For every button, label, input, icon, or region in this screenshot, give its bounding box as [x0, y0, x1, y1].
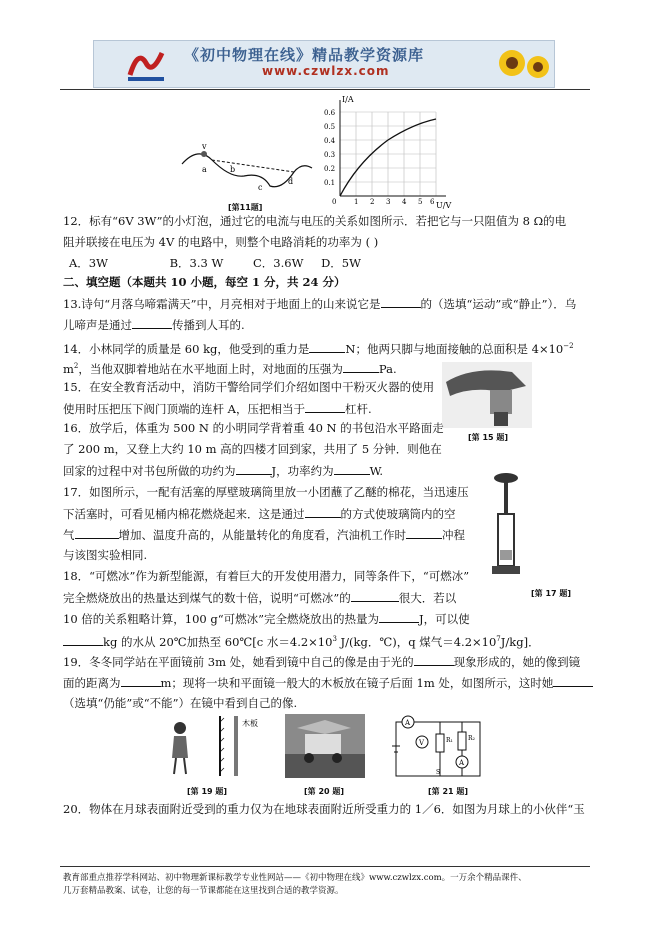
q16-text: 回家的过程中对书包所做的功约为	[63, 464, 236, 478]
q13-text: 13.诗句“月落乌啼霜满天”中，月亮相对于地面上的山来说它是	[63, 297, 381, 311]
q18-line1: 18．“可燃冰”作为新型能源，有着巨大的开发使用潜力，同等条件下，“可燃冰”	[63, 569, 470, 583]
q14-text: 14．小林同学的质量是 60 kg，他受到的重力是	[63, 341, 310, 356]
q17-line1: 17．如图所示，一配有活塞的厚壁玻璃筒里放一小团蘸了乙醚的棉花，当迅速压	[63, 485, 469, 499]
q18-text: kg 的水从 20℃加热至 60℃[c 水＝4.2×10	[103, 634, 333, 649]
x-tick: 6	[430, 198, 435, 206]
fig21-circuit-diagram	[388, 712, 488, 780]
x-tick: 1	[354, 198, 359, 206]
banner-title: 《初中物理在线》精品教学资源库	[184, 46, 425, 64]
q13-line1	[63, 296, 576, 311]
q14-text: m	[63, 361, 74, 376]
q19-text: m；现将一块和平面镜一般大的木板放在镜子后面 1m 处，如图所示，这时她	[160, 676, 554, 690]
y-tick: 0.6	[324, 109, 336, 117]
fig21-r2-label: R₂	[468, 735, 475, 742]
answer-blank[interactable]	[305, 401, 345, 413]
q19-line2	[63, 675, 593, 690]
q12-options	[63, 256, 361, 270]
q18-text: 10 倍的关系粗略计算，100 g“可燃冰”完全燃烧放出的热量为	[63, 612, 380, 626]
q13-text: 传播到人耳的.	[172, 318, 245, 332]
q13-line2	[63, 317, 245, 332]
fig17-caption: [第 17 题]	[531, 589, 572, 598]
x-tick: 2	[370, 198, 375, 206]
footer-line1: 教育部重点推荐学科网站、初中物理新课标教学专业性网站——《初中物理在线》www.czwlzx.com。一万余个精品课件、	[63, 873, 527, 883]
q18-text: 很大．若以	[398, 591, 457, 605]
q19-text: 19．冬冬同学站在平面镜前 3m 处，她看到镜中自己的像是由于光的	[63, 655, 414, 669]
q19-text: 现象形成的，她的像到镜	[453, 655, 581, 669]
q17-line4: 与该图实验相同.	[63, 548, 148, 562]
y-tick: 0.4	[324, 137, 336, 145]
y-tick: 0.3	[324, 151, 336, 159]
q16-line1: 16．放学后，体重为 500 N 的小明同学背着重 40 N 的书包沿水平路面走	[63, 421, 444, 435]
q17-line2	[63, 506, 456, 521]
sunflower-icon	[492, 43, 552, 85]
q17-text: 增加、温度升高的，从能量转化的角度看，汽油机工作时	[118, 528, 406, 542]
q19-line1	[63, 654, 580, 669]
answer-blank[interactable]	[379, 611, 419, 623]
q12-option-d: D．5W	[321, 256, 361, 270]
fig19-mirror-scene	[150, 712, 270, 780]
x-tick: 3	[386, 198, 391, 206]
header-banner	[93, 40, 555, 88]
y-tick: 0	[332, 198, 337, 206]
footer-rule	[60, 866, 590, 867]
q19-text: 面的距离为	[63, 676, 121, 690]
q14-exponent: 2	[73, 362, 79, 370]
q15-line2	[63, 401, 372, 416]
q14-text: N；他两只脚与地面接触的总面积是 4×10	[345, 341, 564, 356]
fig11-v-label: v	[202, 142, 207, 151]
answer-blank[interactable]	[75, 527, 119, 539]
q17-line3	[63, 527, 465, 542]
q17-text: 冲程	[442, 528, 465, 542]
x-tick: 5	[418, 198, 423, 206]
q18-line3	[63, 611, 470, 626]
fig11-caption: [第11题]	[228, 203, 263, 212]
q14-exponent: −2	[563, 342, 574, 350]
q18-line2	[63, 590, 456, 605]
answer-blank[interactable]	[305, 506, 341, 518]
x-tick: 4	[402, 198, 407, 206]
answer-blank[interactable]	[406, 527, 442, 539]
q16-text: W.	[369, 464, 384, 478]
answer-blank[interactable]	[63, 634, 103, 646]
q18-text: J/(kg．℃)，q 煤气＝4.2×10	[336, 634, 497, 649]
q18-exponent: 3	[332, 635, 337, 643]
q12-option-b: B．3.3 W	[169, 256, 224, 270]
graph-y-label: I/A	[342, 95, 354, 104]
q15-text: 杠杆.	[344, 402, 372, 416]
y-tick: 0.1	[324, 179, 336, 187]
q19-line3: （选填“仍能”或“不能”）在镜中看到自己的像.	[63, 696, 298, 710]
answer-blank[interactable]	[351, 590, 399, 602]
answer-blank[interactable]	[309, 341, 345, 353]
graph-x-label: U/V	[436, 201, 452, 210]
figure-11-track	[178, 138, 318, 200]
q12-line2: 阻并联接在电压为 4V 的电路中，则整个电路消耗的功率为 ( )	[63, 235, 379, 249]
answer-blank[interactable]	[236, 463, 272, 475]
fig11-label-c: c	[258, 183, 263, 192]
q15-line1: 15．在安全教育活动中，消防干警给同学们介绍如图中干粉灭火器的使用	[63, 380, 435, 394]
q13-text: 儿啼声是通过	[63, 318, 132, 332]
answer-blank[interactable]	[553, 675, 593, 687]
footer-line2: 几万套精品教案、试卷，让您的每一节课都能在这里找到合适的教学资源。	[63, 886, 344, 896]
fig21-ammeter-label: A	[405, 719, 411, 727]
fig21-r1-label: R₁	[446, 737, 453, 744]
fig15-extinguisher-photo	[442, 362, 532, 428]
q14-line2	[63, 359, 397, 376]
q14-line1	[63, 339, 574, 356]
q18-text: J，可以使	[419, 612, 470, 626]
answer-blank[interactable]	[343, 361, 379, 373]
answer-blank[interactable]	[414, 654, 454, 666]
fig21-voltmeter-label: V	[419, 739, 425, 747]
fig11-label-d: d	[288, 177, 294, 186]
q15-text: 使用时压把压下阀门顶端的连杆 A，压把相当于	[63, 402, 305, 416]
q16-line3	[63, 463, 383, 478]
fig19-caption: [第 19 题]	[187, 787, 228, 796]
answer-blank[interactable]	[381, 296, 421, 308]
fig19-board-label: 木板	[242, 719, 258, 728]
header-rule	[60, 89, 590, 90]
fig11-label-b: b	[230, 165, 236, 174]
q20-line1: 20．物体在月球表面附近受到的重力仅为在地球表面附近所受重力的 1／6．如图为月球上的小伙伴“玉	[63, 802, 585, 816]
figure-12-iu-graph	[318, 92, 456, 210]
fig17-piston-cylinder	[488, 470, 524, 580]
y-tick: 0.5	[324, 123, 336, 131]
q16-line2: 了 200 m，又登上大约 10 m 高的四楼才回到家，共用了 5 分钟．则他在	[63, 442, 442, 456]
fig15-caption: [第 15 题]	[468, 433, 509, 442]
q17-text: 的方式使玻璃筒内的空	[340, 507, 456, 521]
fig21-caption: [第 21 题]	[428, 787, 469, 796]
q18-exponent: 7	[496, 635, 501, 643]
answer-blank[interactable]	[121, 675, 161, 687]
answer-blank[interactable]	[132, 317, 172, 329]
q13-text: 的（选填“运动”或“静止”）．乌	[420, 297, 577, 311]
q12-option-a: A．3W	[69, 256, 108, 270]
q18-text: J/kg]．	[500, 634, 540, 649]
q14-text: ，当他双脚着地站在水平地面上时，对地面的压强为	[78, 361, 343, 376]
q12-line1: 12．标有“6V 3W”的小灯泡，通过它的电流与电压的关系如图所示．若把它与一只阻值为 8 Ω的电	[63, 214, 567, 228]
fig21-ammeter2-label: A	[459, 759, 465, 767]
answer-blank[interactable]	[334, 463, 370, 475]
q12-option-c: C．3.6W	[252, 256, 304, 270]
banner-site-url: www.czwlzx.com	[262, 64, 390, 78]
q17-text: 下活塞时，可看见桶内棉花燃烧起来．这是通过	[63, 507, 305, 521]
section-2-heading: 二、填空题（本题共 10 小题，每空 1 分，共 24 分）	[63, 275, 346, 289]
fig20-caption: [第 20 题]	[304, 787, 345, 796]
q18-line4	[63, 632, 540, 649]
fig11-label-a: a	[202, 165, 207, 174]
fig20-moon-rover-photo	[285, 714, 365, 778]
q16-text: J，功率约为	[271, 464, 334, 478]
q14-text: Pa.	[378, 361, 397, 376]
y-tick: 0.2	[324, 165, 336, 173]
q18-text: 完全燃烧放出的热量达到煤气的数十倍，说明“可燃冰”的	[63, 591, 351, 605]
q17-text: 气	[63, 528, 75, 542]
site-logo-icon	[124, 45, 168, 83]
fig21-switch-label: S	[436, 769, 441, 776]
